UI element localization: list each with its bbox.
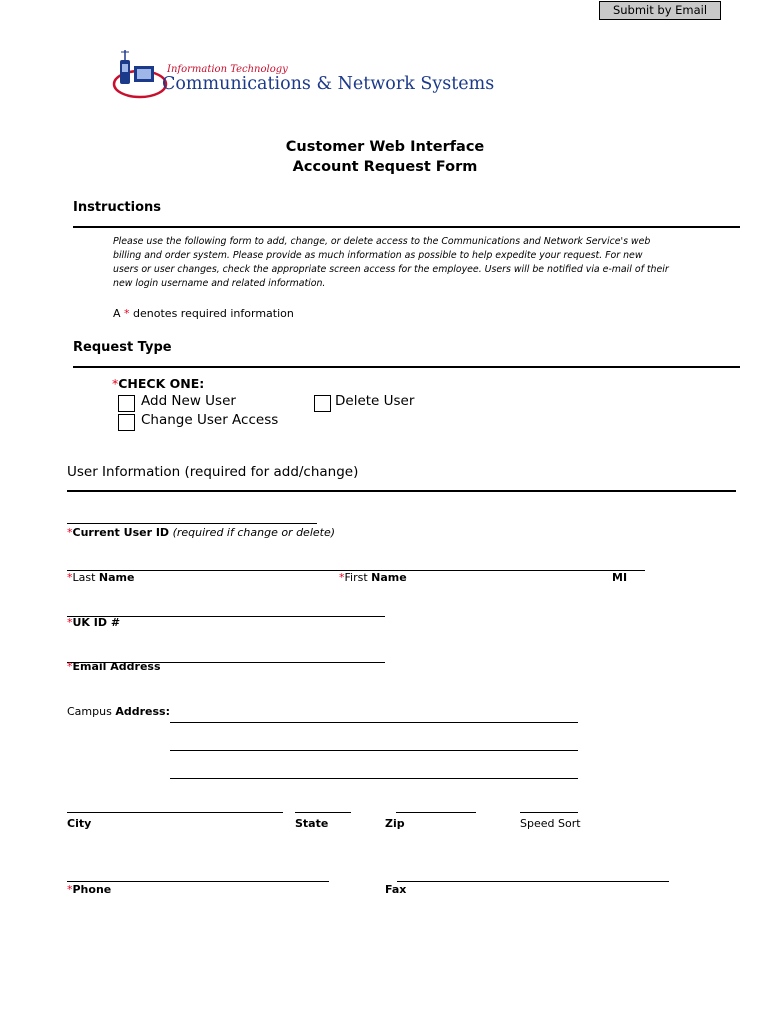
uk-id-text: UK ID # [72,616,121,629]
add-new-user-checkbox[interactable] [118,395,135,412]
request-type-heading: Request Type [73,340,172,355]
address-line-1-field[interactable] [170,722,578,723]
current-user-id-text: Current User ID [72,526,170,539]
speed-sort-label: Speed Sort [520,817,581,830]
cns-logo [112,46,512,106]
campus-text: Campus [67,705,112,718]
speed-sort-field[interactable] [520,812,578,813]
required-note-suffix: denotes required information [133,307,294,320]
address-line-2-field[interactable] [170,750,578,751]
fax-label: Fax [385,883,407,896]
last-name-label: *Last Name [67,571,135,584]
phone-text: Phone [72,883,112,896]
campus-address-label [67,705,170,718]
check-one-text: CHECK ONE: [118,376,205,391]
state-field[interactable] [295,812,351,813]
user-info-heading: User Information (required for add/change) [67,464,359,480]
address-line-3-field[interactable] [170,778,578,779]
city-label: City [67,817,92,830]
add-new-user-label: Add New User [141,393,236,409]
first-text: First [344,571,368,584]
delete-user-label: Delete User [335,393,415,409]
state-label: State [295,817,329,830]
change-user-access-label: Change User Access [141,412,279,428]
phone-label: *Phone [67,883,112,896]
form-title-line2: Account Request Form [292,159,478,175]
check-one-label: *CHECK ONE: [112,376,205,391]
request-type-divider [73,366,740,368]
instructions-body: Please use the following form to add, change, or delete access to the Communications and Network Service's web billing and order system. Please provide as much information as possible to help expedite your request. For new users or user changes, check the appropriate screen access for the employee. Users will be notified via e-mail of their new login username and related information. [113,236,669,289]
current-user-id-field[interactable] [67,523,317,524]
instructions-divider [73,226,740,228]
mi-label: MI [612,571,628,584]
submit-by-email-button[interactable]: Submit by Email [599,1,721,20]
required-star: * [124,307,130,320]
first-name-text: Name [371,571,407,584]
email-label: *Email Address [67,660,161,673]
zip-label: Zip [385,817,405,830]
email-text: Email Address [72,660,161,673]
fax-field[interactable] [397,881,669,882]
address-text: Address: [115,705,170,718]
uk-id-label: *UK ID # [67,616,121,629]
instructions-heading: Instructions [73,200,162,215]
form-title-line1: Customer Web Interface [285,139,485,155]
last-text: Last [72,571,96,584]
logo-subtitle: Information Technology [167,64,288,75]
city-field[interactable] [67,812,283,813]
change-user-access-checkbox[interactable] [118,414,135,431]
user-info-divider [67,490,736,492]
delete-user-checkbox[interactable] [314,395,331,412]
logo-name: Communications & Network Systems [162,74,495,94]
first-name-label: *First Name [339,571,407,584]
required-note-prefix: A [113,307,121,320]
last-name-text: Name [98,571,135,584]
current-user-id-label: *Current User ID (required if change or delete) [67,526,336,539]
required-note [113,307,294,320]
current-user-id-note: (required if change or delete) [172,526,336,539]
zip-field[interactable] [396,812,476,813]
phone-field[interactable] [67,881,329,882]
